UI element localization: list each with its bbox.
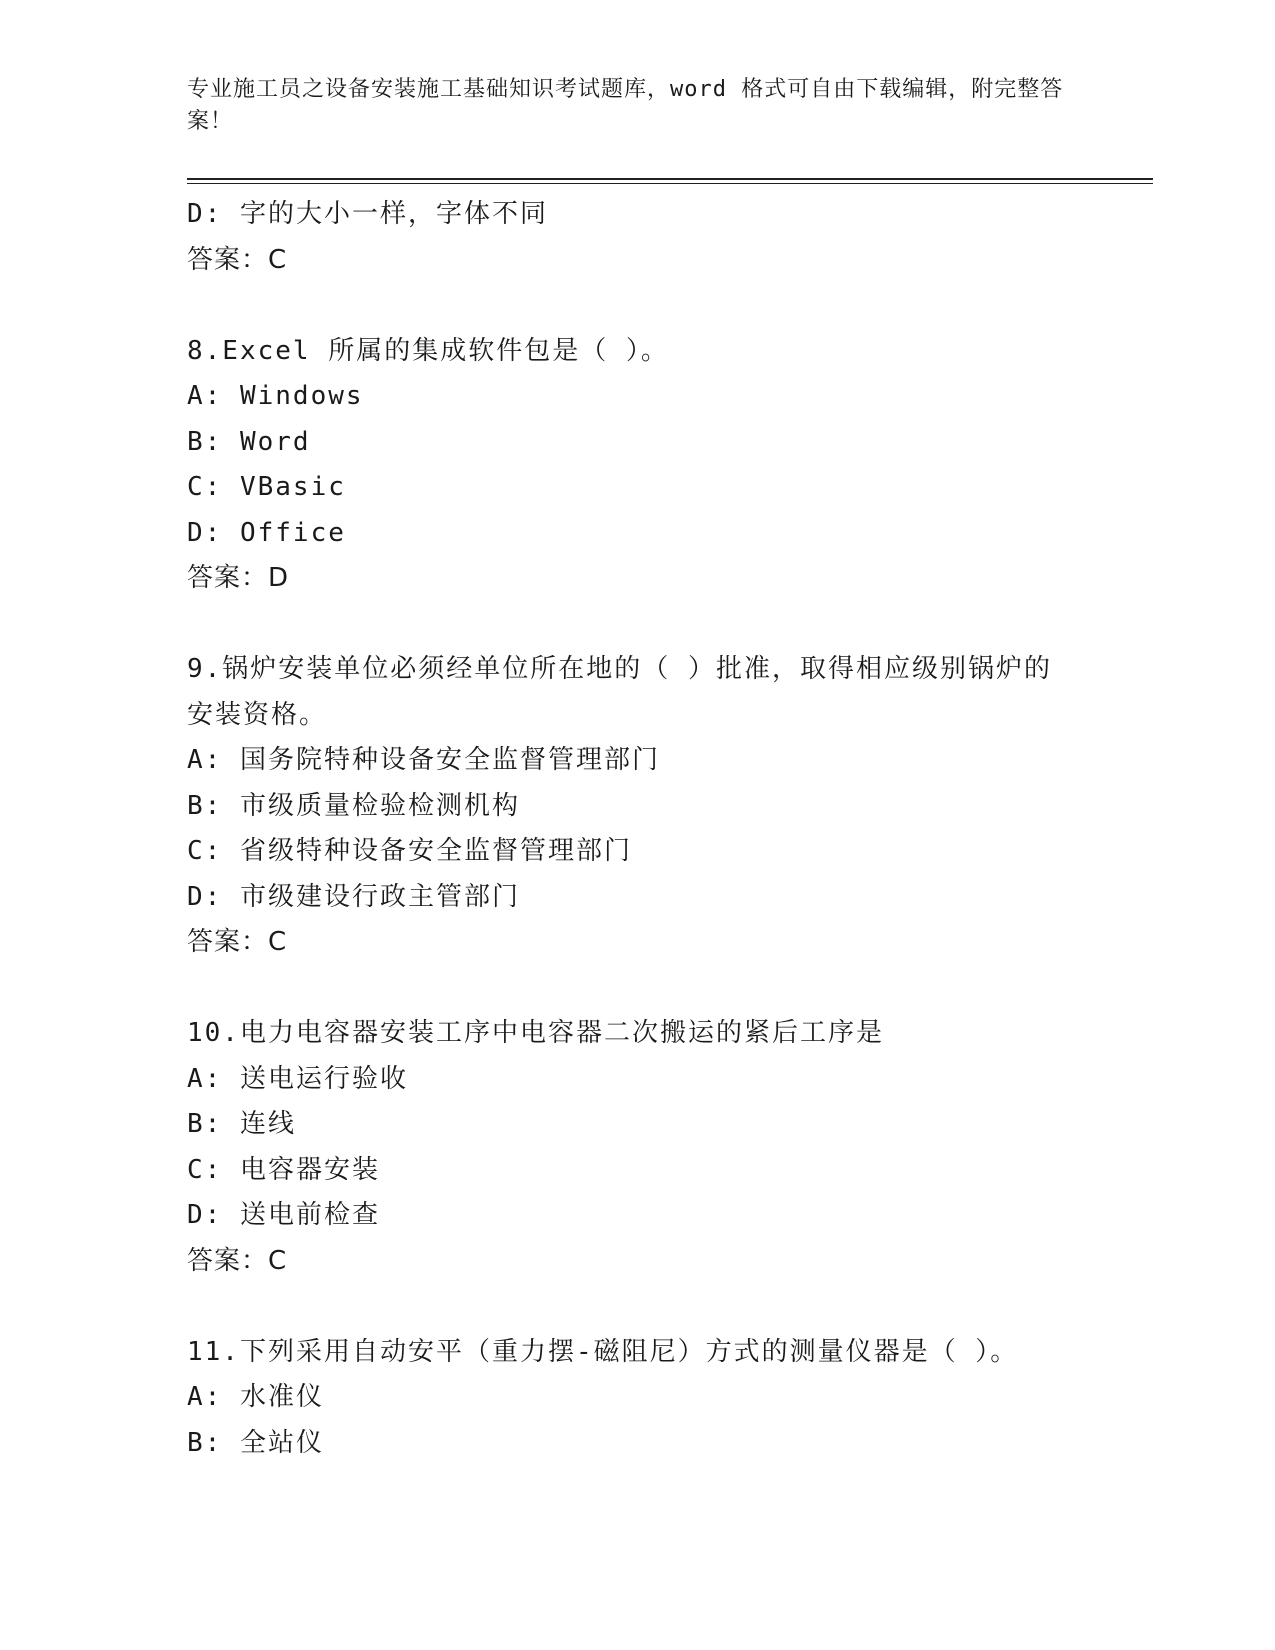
document-header: 专业施工员之设备安装施工基础知识考试题库，word 格式可自由下载编辑，附完整答案！: [187, 77, 1064, 134]
q9-option-b: B: 市级质量检验检测机构: [187, 790, 520, 821]
q9-answer: 答案：C: [187, 927, 288, 957]
spacer: [187, 283, 1117, 329]
q10-text: 10.电力电容器安装工序中电容器二次搬运的紧后工序是: [187, 1018, 884, 1048]
q8-option-a: A: Windows: [187, 381, 364, 411]
spacer: [187, 1284, 1117, 1330]
spacer: [187, 602, 1117, 648]
q9-option-d: D: 市级建设行政主管部门: [187, 881, 520, 912]
q11-text: 11.下列采用自动安平（重力摆-磁阻尼）方式的测量仪器是（ ）。: [187, 1336, 1019, 1367]
q9-text-line1: 9.锅炉安装单位必须经单位所在地的（ ）批准，取得相应级别锅炉的: [187, 654, 1052, 684]
q10-option-c: C: 电容器安装: [187, 1154, 380, 1185]
q10-option-d: D: 送电前检查: [187, 1200, 380, 1230]
header-divider-thick: [187, 178, 1153, 180]
q8-option-b: B: Word: [187, 426, 311, 457]
q9-text-line2: 安装资格。: [187, 699, 328, 730]
prev-question-option-d: D: 字的大小一样，字体不同: [187, 199, 548, 229]
spacer: [187, 966, 1117, 1012]
q8-option-d: D: Office: [187, 517, 346, 548]
q11-option-a: A: 水准仪: [187, 1382, 324, 1412]
header-divider-thin: [187, 183, 1153, 184]
q9-option-a: A: 国务院特种设备安全监督管理部门: [187, 745, 660, 775]
q9-option-c: C: 省级特种设备安全监督管理部门: [187, 836, 632, 866]
q10-option-b: B: 连线: [187, 1109, 296, 1139]
q11-option-b: B: 全站仪: [187, 1427, 324, 1458]
q10-option-a: A: 送电运行验收: [187, 1063, 408, 1094]
q8-text: 8.Excel 所属的集成软件包是（ ）。: [187, 335, 669, 366]
prev-question-answer: 答案：C: [187, 244, 288, 275]
q8-option-c: C: VBasic: [187, 472, 346, 502]
question-content: [187, 192, 1117, 1466]
q10-answer: 答案：C: [187, 1245, 288, 1276]
q8-answer: 答案：D: [187, 563, 290, 593]
